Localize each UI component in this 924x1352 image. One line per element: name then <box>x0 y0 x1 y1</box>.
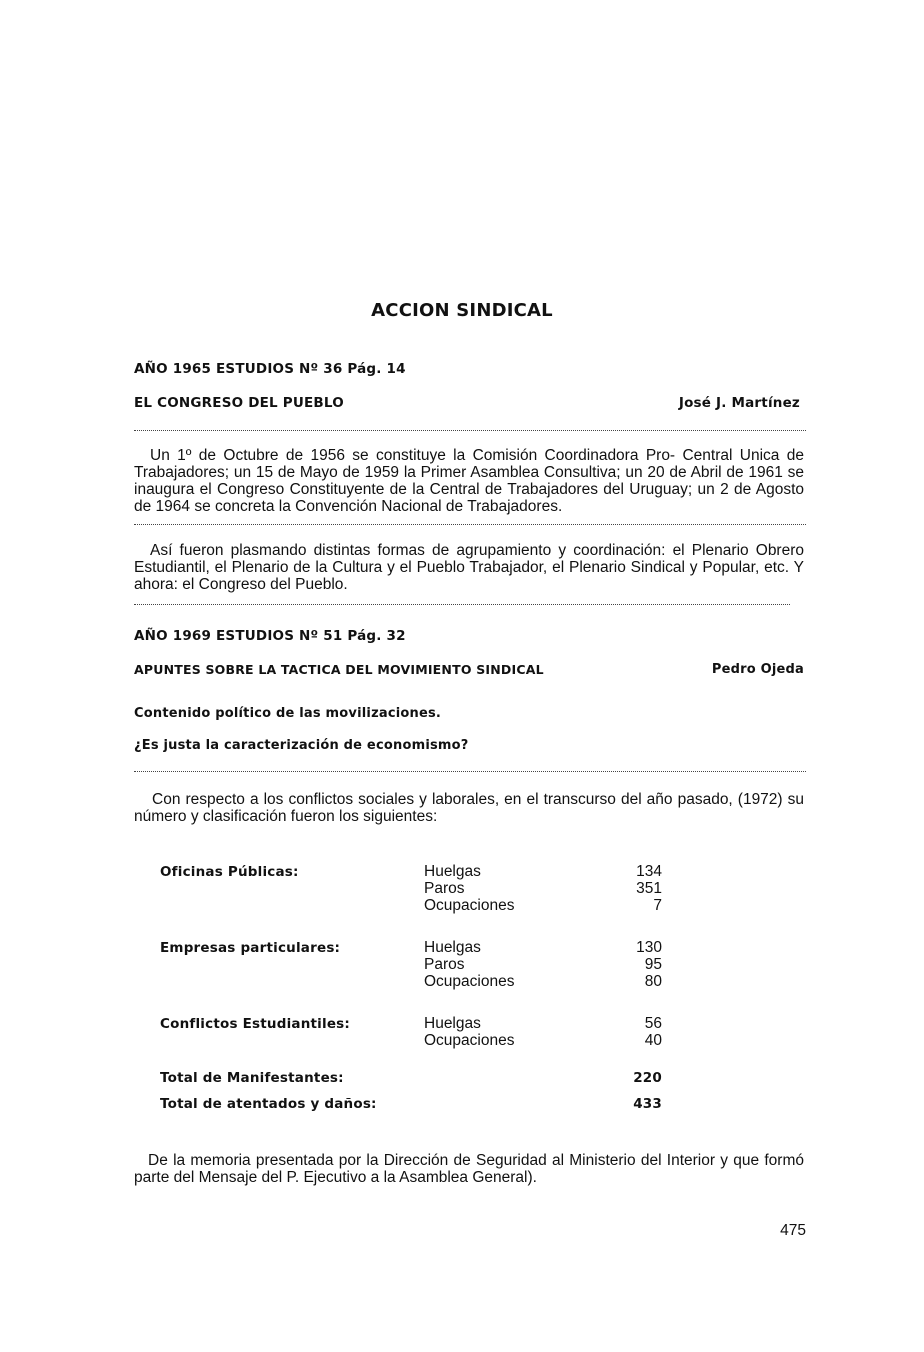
section1-paragraph1: Un 1º de Octubre de 1956 se constituye la Comisión Coordinadora Pro- Central Unica de Trabajadores; un 15 de Mayo de 1959 la Primer Asamblea Consultiva; un 20 de Abril de 1961 se inaugura el Congreso Constituyente de la Central de Trabajadores del Uruguay; un 2 de Agosto de 1964 se concreta la Convención Nacional de Trabajadores. <box>134 447 804 515</box>
stats-row-label: Huelgas <box>424 939 481 956</box>
stats-row-label: Huelgas <box>424 863 481 880</box>
stats-row-value: 56 <box>644 1015 662 1032</box>
divider <box>134 771 806 772</box>
stats-row-value: 7 <box>653 897 662 914</box>
section2-title: APUNTES SOBRE LA TACTICA DEL MOVIMIENTO SINDICAL <box>134 662 544 677</box>
section2-subheading: Contenido político de las movilizaciones. <box>134 706 442 721</box>
section1-title: EL CONGRESO DEL PUEBLO <box>134 395 344 411</box>
stats-row-label: Ocupaciones <box>424 897 515 914</box>
stats-row-label: Paros <box>424 880 465 897</box>
stats-row-value: 130 <box>636 939 662 956</box>
section2-subheading: ¿Es justa la caracterización de economismo? <box>134 738 469 753</box>
stats-row-value: 40 <box>644 1032 662 1049</box>
stats-total-value: 220 <box>633 1070 662 1086</box>
stats-row-label: Ocupaciones <box>424 973 515 990</box>
stats-category: Oficinas Públicas: <box>160 864 299 880</box>
stats-row-label: Paros <box>424 956 465 973</box>
section1-author: José J. Martínez <box>678 395 800 411</box>
section2-author: Pedro Ojeda <box>711 662 804 677</box>
section1-source: AÑO 1965 ESTUDIOS Nº 36 Pág. 14 <box>134 361 406 377</box>
stats-row-value: 351 <box>636 880 662 897</box>
stats-row-value: 134 <box>636 863 662 880</box>
stats-row-label: Ocupaciones <box>424 1032 515 1049</box>
stats-total-value: 433 <box>633 1096 662 1112</box>
footnote: De la memoria presentada por la Dirección de Seguridad al Ministerio del Interior y que formó parte del Mensaje del P. Ejecutivo a la Asamblea General). <box>134 1152 804 1186</box>
stats-total-label: Total de Manifestantes: <box>160 1070 344 1086</box>
section1-paragraph2: Así fueron plasmando distintas formas de agrupamiento y coordinación: el Plenario Obrero Estudiantil, el Plenario de la Cultura y el Pueblo Trabajador, el Plenario Sindical y Popular, etc. Y ahora: el Congreso del Pueblo. <box>134 542 804 593</box>
divider <box>134 524 806 525</box>
page-number: 475 <box>780 1222 806 1239</box>
divider <box>134 604 790 605</box>
stats-row-value: 80 <box>644 973 662 990</box>
stats-category: Empresas particulares: <box>160 940 341 956</box>
section2-paragraph1: Con respecto a los conflictos sociales y laborales, en el transcurso del año pasado, (1972) su número y clasificación fueron los siguientes: <box>134 791 804 825</box>
stats-total-label: Total de atentados y daños: <box>160 1096 377 1112</box>
stats-category: Conflictos Estudiantiles: <box>160 1016 351 1032</box>
page-title: ACCION SINDICAL <box>371 300 553 321</box>
stats-row-label: Huelgas <box>424 1015 481 1032</box>
divider <box>134 430 806 431</box>
stats-row-value: 95 <box>644 956 662 973</box>
section2-source: AÑO 1969 ESTUDIOS Nº 51 Pág. 32 <box>134 628 406 644</box>
